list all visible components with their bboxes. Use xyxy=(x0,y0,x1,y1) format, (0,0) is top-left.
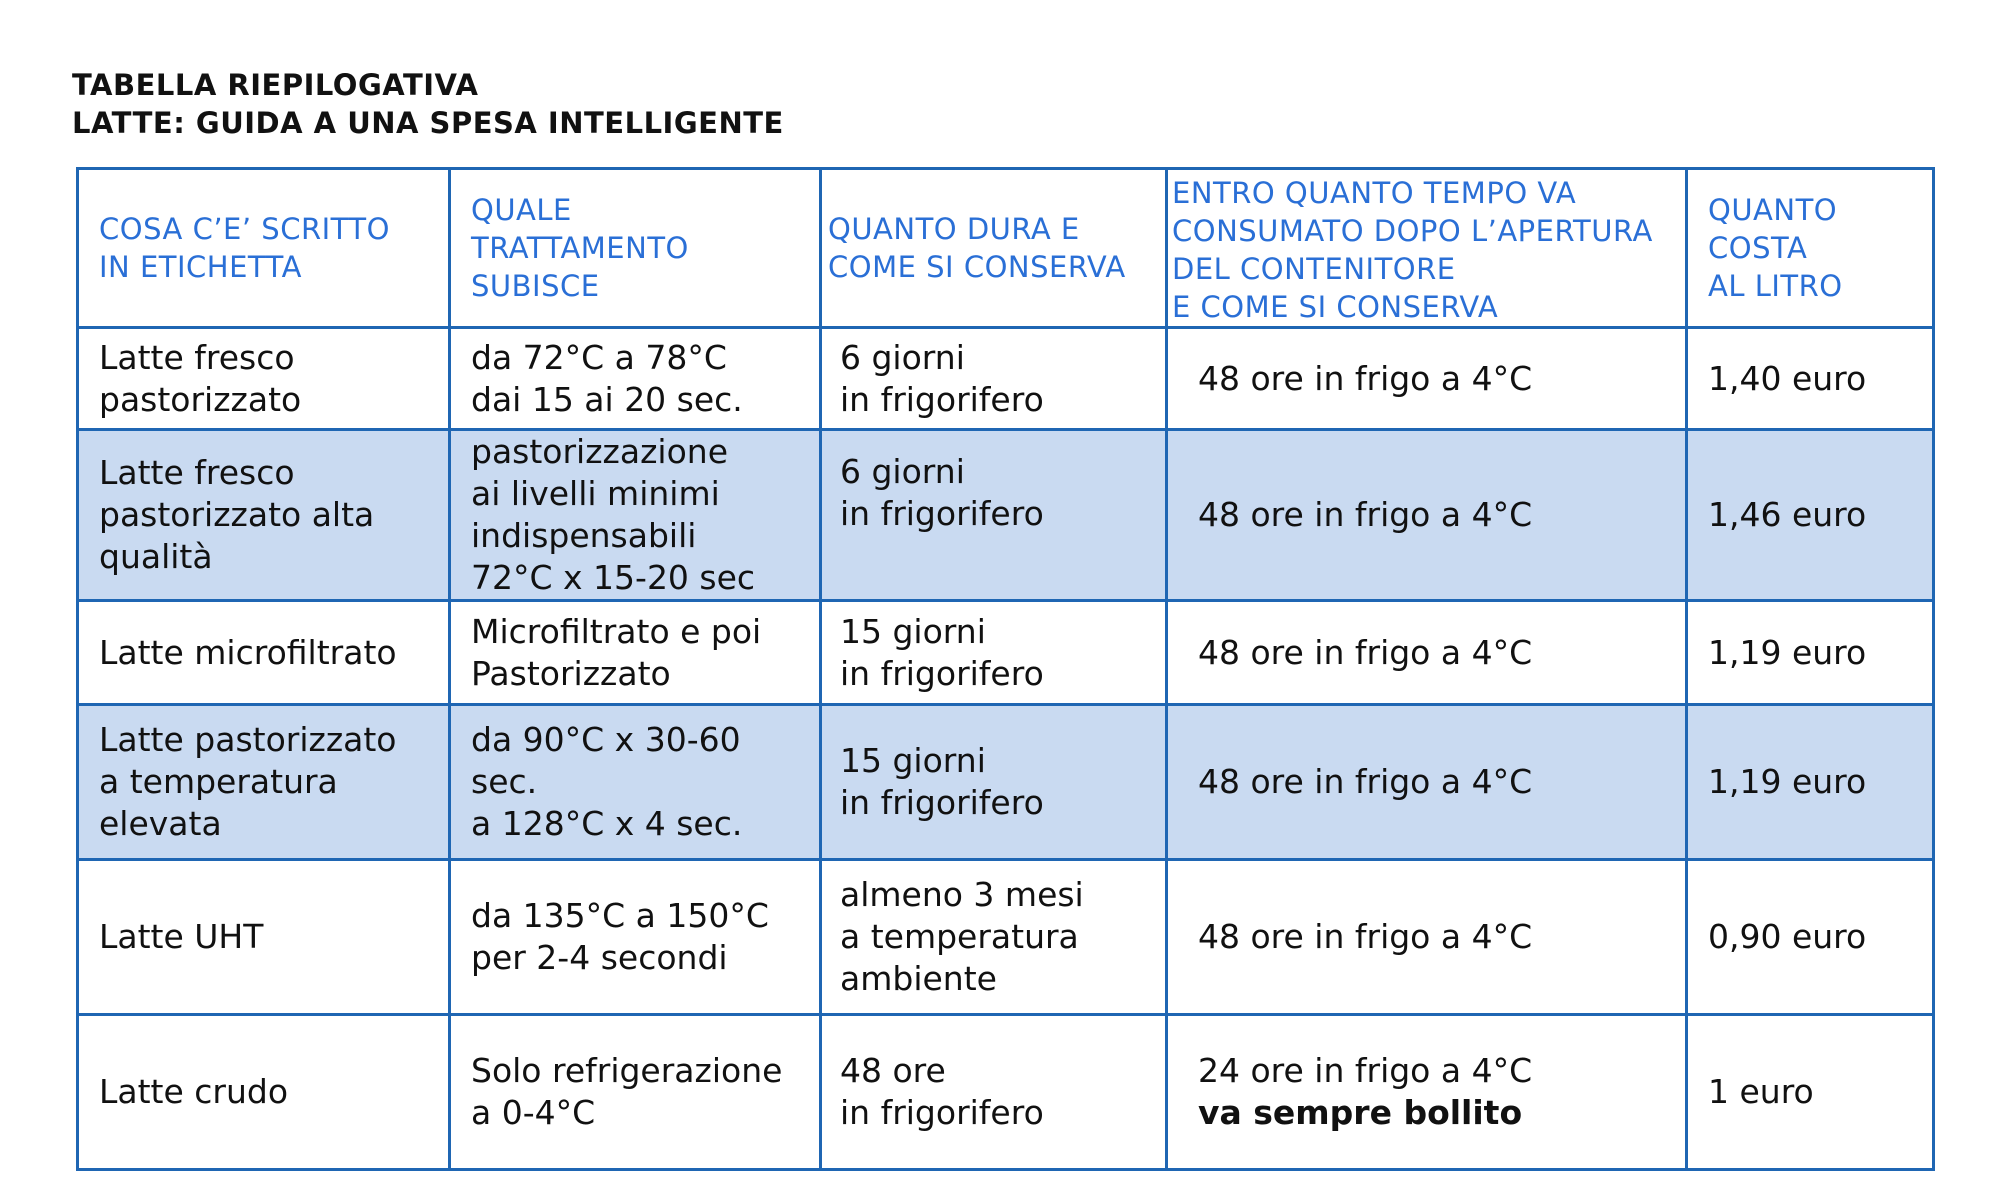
header-duration: QUANTO DURA E COME SI CONSERVA xyxy=(821,169,1167,328)
header-treatment: QUALE TRATTAMENTO SUBISCE xyxy=(450,169,821,328)
cell-duration: 15 giorni in frigorifero xyxy=(821,601,1167,705)
table-row xyxy=(78,860,1934,1015)
document-title xyxy=(72,66,784,142)
cell-treatment: Microfiltrato e poi Pastorizzato xyxy=(450,601,821,705)
table-row xyxy=(78,328,1934,430)
header-label: COSA C’E’ SCRITTO IN ETICHETTA xyxy=(78,169,450,328)
cell-after-opening: 48 ore in frigo a 4°C xyxy=(1167,860,1687,1015)
cell-duration: 6 giorni in frigorifero xyxy=(821,430,1167,601)
cell-after-opening: 48 ore in frigo a 4°C xyxy=(1167,430,1687,601)
cell-treatment: da 135°C a 150°C per 2-4 secondi xyxy=(450,860,821,1015)
table-row xyxy=(78,601,1934,705)
cell-treatment: pastorizzazione ai livelli minimi indispensabili 72°C x 15-20 sec xyxy=(450,430,821,601)
title-line-1: TABELLA RIEPILOGATIVA xyxy=(72,68,479,102)
cell-treatment: Solo refrigerazione a 0-4°C xyxy=(450,1015,821,1170)
cell-label: Latte crudo xyxy=(78,1015,450,1170)
title-line-2: LATTE: GUIDA A UNA SPESA INTELLIGENTE xyxy=(72,106,784,140)
cell-duration: 15 giorni in frigorifero xyxy=(821,705,1167,860)
boil-warning: va sempre bollito xyxy=(1198,1093,1523,1132)
cell-label: Latte fresco pastorizzato alta qualità xyxy=(78,430,450,601)
cell-label: Latte fresco pastorizzato xyxy=(78,328,450,430)
cell-price: 1,19 euro xyxy=(1687,601,1934,705)
cell-duration: 6 giorni in frigorifero xyxy=(821,328,1167,430)
table-row xyxy=(78,705,1934,860)
cell-after-opening: 48 ore in frigo a 4°C xyxy=(1167,328,1687,430)
header-price: QUANTO COSTA AL LITRO xyxy=(1687,169,1934,328)
summary-table xyxy=(76,167,1935,1171)
header-after-opening: ENTRO QUANTO TEMPO VA CONSUMATO DOPO L’APERTURA DEL CONTENITORE E COME SI CONSERVA xyxy=(1167,169,1687,328)
cell-price: 1,46 euro xyxy=(1687,430,1934,601)
cell-duration: almeno 3 mesi a temperatura ambiente xyxy=(821,860,1167,1015)
cell-label: Latte microfiltrato xyxy=(78,601,450,705)
table-row xyxy=(78,430,1934,601)
table-header-row xyxy=(78,169,1934,328)
cell-after-opening: 48 ore in frigo a 4°C xyxy=(1167,601,1687,705)
cell-price: 1 euro xyxy=(1687,1015,1934,1170)
cell-price: 0,90 euro xyxy=(1687,860,1934,1015)
cell-price: 1,19 euro xyxy=(1687,705,1934,860)
cell-after-opening: 48 ore in frigo a 4°C xyxy=(1167,705,1687,860)
after-opening-text: 24 ore in frigo a 4°C xyxy=(1198,1051,1533,1090)
cell-price: 1,40 euro xyxy=(1687,328,1934,430)
table-row xyxy=(78,1015,1934,1170)
cell-after-opening xyxy=(1167,1015,1687,1170)
cell-label: Latte UHT xyxy=(78,860,450,1015)
cell-treatment: da 90°C x 30-60 sec. a 128°C x 4 sec. xyxy=(450,705,821,860)
cell-label: Latte pastorizzato a temperatura elevata xyxy=(78,705,450,860)
cell-duration: 48 ore in frigorifero xyxy=(821,1015,1167,1170)
cell-treatment: da 72°C a 78°C dai 15 ai 20 sec. xyxy=(450,328,821,430)
